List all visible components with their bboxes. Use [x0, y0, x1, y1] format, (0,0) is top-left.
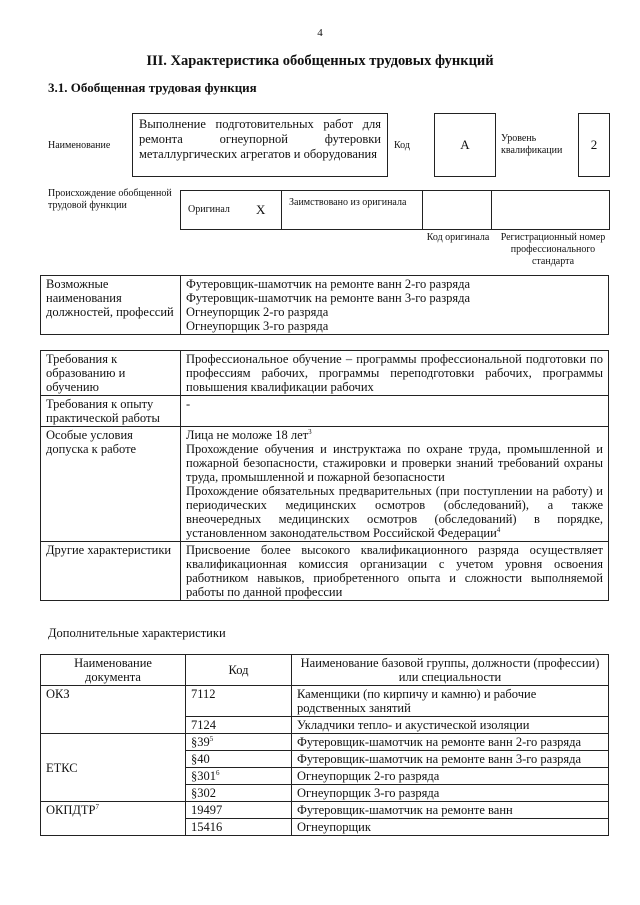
function-name-box: Выполнение подготовительных работ для ремонта огнеупорной футеровки металлургических агрегатов и оборудования	[132, 113, 388, 177]
table-cell-code: 15416	[186, 819, 292, 836]
qualification-level-box: 2	[578, 113, 610, 177]
table-cell-name: Футеровщик-шамотчик на ремонте ванн	[292, 802, 609, 819]
list-item: Огнеупорщик 3-го разряда	[186, 319, 329, 333]
reg-number-caption: Регистрационный номер профессионального стандарта	[500, 232, 606, 267]
table-cell-code: §40	[186, 751, 292, 768]
page-number: 4	[317, 27, 323, 39]
experience-value: -	[181, 396, 609, 427]
footnote-ref: 4	[496, 525, 501, 534]
code-original-caption: Код оригинала	[426, 232, 490, 243]
table-cell-name: Футеровщик-шамотчик на ремонте ванн 3-го разряда	[292, 751, 609, 768]
positions-table	[40, 275, 609, 335]
table-cell-name: Огнеупорщик	[292, 819, 609, 836]
divider	[422, 191, 423, 229]
table-cell-code	[186, 734, 292, 751]
positions-label: Возможные наименования должностей, профессий	[41, 276, 181, 335]
special-conditions-value	[181, 427, 609, 542]
footnote-ref: 6	[216, 768, 220, 777]
table-cell-name: Укладчики тепло- и акустической изоляции	[292, 717, 609, 734]
original-cell	[181, 191, 282, 229]
col-doc-header: Наименование документа	[41, 655, 186, 686]
table-cell-code: 19497	[186, 802, 292, 819]
divider	[491, 191, 492, 229]
other-label: Другие характеристики	[41, 542, 181, 601]
footnote-ref: 7	[95, 802, 100, 811]
subsection-title: 3.1. Обобщенная трудовая функция	[48, 80, 257, 95]
qualification-level-label: Уровень квалификации	[501, 133, 563, 156]
special-line-2: Прохождение обучения и инструктажа по охране труда, промышленной и пожарной безопасности, стажировки и проверки знаний требований охраны труда, промышленной и пожарной безопасности	[186, 442, 603, 484]
table-cell-name: Огнеупорщик 3-го разряда	[292, 785, 609, 802]
additional-title: Дополнительные характеристики	[48, 626, 226, 640]
original-mark: X	[256, 202, 266, 217]
col-name-header: Наименование базовой группы, должности (профессии) или специальности	[292, 655, 609, 686]
other-value: Присвоение более высокого квалификационного разряда осуществляет квалификационная комиссия организации с учетом уровня освоения работником навыков, приобретенного опыта и сложности выполняемой работы по данной профессии	[181, 542, 609, 601]
table-cell-name: Огнеупорщик 2-го разряда	[292, 768, 609, 785]
code-label: Код	[394, 140, 410, 151]
table-cell-code: 7124	[186, 717, 292, 734]
name-label: Наименование	[48, 140, 111, 151]
code-value-box: А	[434, 113, 496, 177]
special-line-3: Прохождение обязательных предварительных (при поступлении на работу) и периодических медицинских осмотров (обследований), а также внеочередных медицинских осмотров (обследований) в порядке, установленном законодательством Российской Федерации	[186, 484, 603, 540]
original-label: Оригинал	[188, 204, 230, 215]
section-title: III. Характеристика обобщенных трудовых функций	[146, 53, 494, 69]
education-label: Требования к образованию и обучению	[41, 351, 181, 396]
footnote-ref: 5	[209, 734, 214, 743]
special-conditions-label: Особые условия допуска к работе	[41, 427, 181, 542]
table-cell-code: §302	[186, 785, 292, 802]
table-cell-code: 7112	[186, 686, 292, 717]
code-text: §39	[191, 735, 210, 749]
list-item: Футеровщик-шамотчик на ремонте ванн 2-го разряда	[186, 277, 471, 291]
borrowed-label: Заимствовано из оригинала	[289, 197, 407, 208]
additional-table	[40, 654, 609, 836]
okpdtr-label-cell	[41, 802, 186, 836]
table-cell-name: Футеровщик-шамотчик на ремонте ванн 2-го разряда	[292, 734, 609, 751]
etks-label: ЕТКС	[41, 734, 186, 802]
experience-label: Требования к опыту практической работы	[41, 396, 181, 427]
list-item: Огнеупорщик 2-го разряда	[186, 305, 329, 319]
positions-list	[181, 276, 609, 335]
origin-row	[180, 190, 610, 230]
requirements-table	[40, 350, 609, 601]
education-value: Профессиональное обучение – программы профессиональной подготовки по профессиям рабочих, программы переподготовки рабочих, программы повышения квалификации рабочих	[181, 351, 609, 396]
table-cell-code	[186, 768, 292, 785]
origin-label: Происхождение обобщенной трудовой функции	[48, 188, 172, 211]
okpdtr-label: ОКПДТР	[46, 803, 96, 817]
list-item: Футеровщик-шамотчик на ремонте ванн 3-го разряда	[186, 291, 471, 305]
footnote-ref: 3	[308, 427, 312, 436]
table-cell-name: Каменщики (по кирпичу и камню) и рабочие родственных занятий	[292, 686, 609, 717]
code-text: §301	[191, 769, 216, 783]
col-code-header: Код	[186, 655, 292, 686]
okz-label: ОКЗ	[41, 686, 186, 734]
special-line-1: Лица не моложе 18 лет	[186, 428, 309, 442]
